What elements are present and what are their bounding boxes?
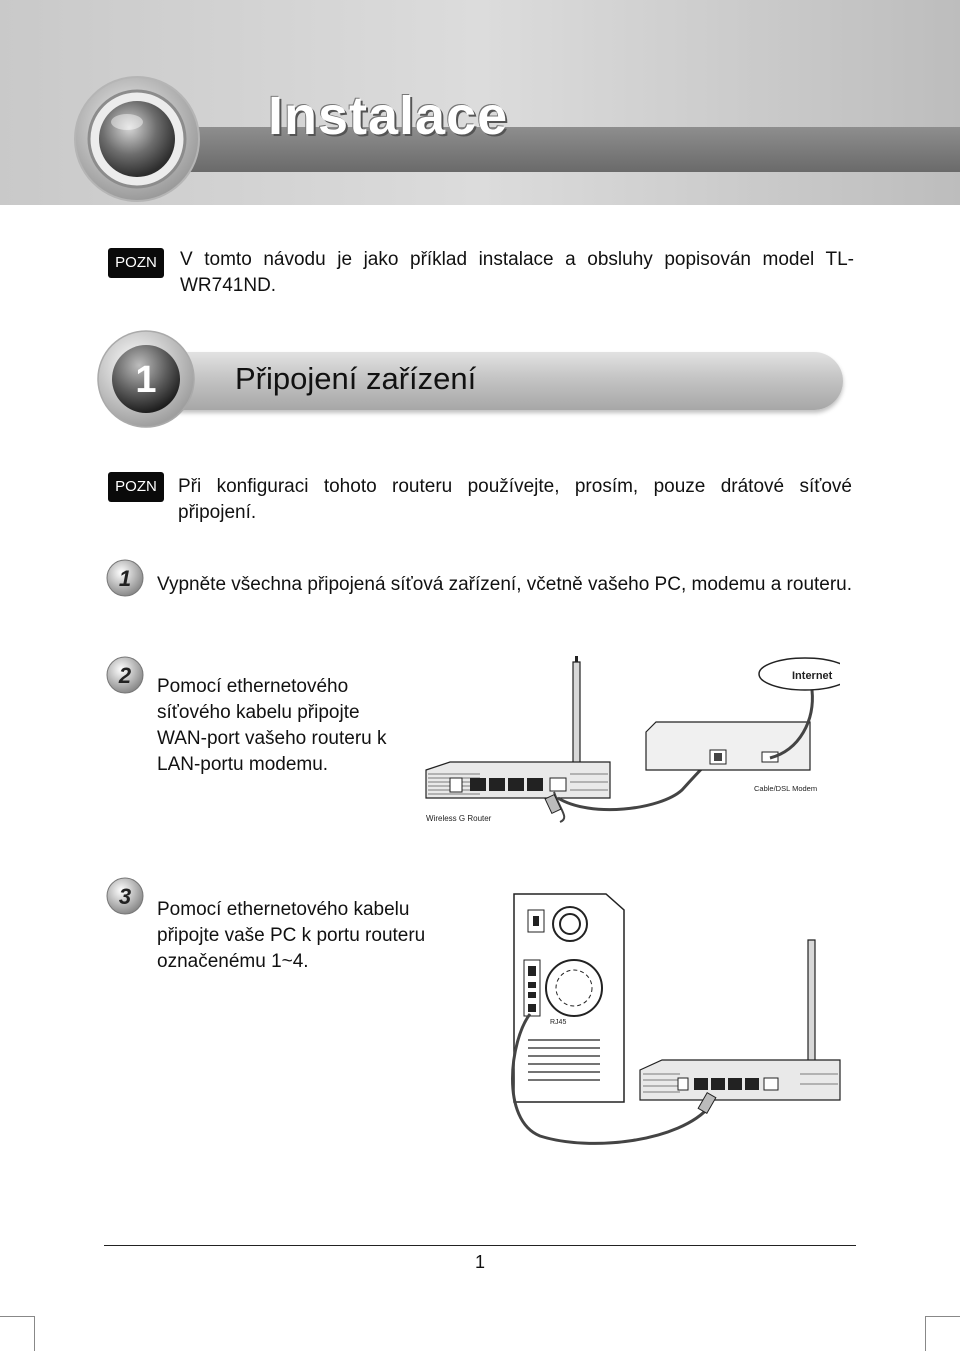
footer-rule bbox=[104, 1245, 856, 1246]
page-number: 1 bbox=[474, 1252, 485, 1272]
step-number: 2 bbox=[118, 663, 132, 688]
header-orb-icon bbox=[72, 74, 202, 204]
step-number-badge bbox=[106, 877, 144, 915]
rj45-label: RJ45 bbox=[550, 1019, 567, 1026]
internet-label: Internet bbox=[792, 670, 833, 682]
section-number-orb bbox=[96, 329, 196, 429]
crop-mark-bottom-left bbox=[0, 1316, 35, 1351]
step-number: 3 bbox=[118, 884, 132, 909]
page-header bbox=[0, 0, 960, 205]
page-title: Instalace bbox=[268, 86, 509, 146]
pc-router-diagram bbox=[500, 880, 860, 1150]
step-number-badge bbox=[106, 656, 144, 694]
section-number: 1 bbox=[135, 359, 157, 401]
router-label: Wireless G Router bbox=[426, 814, 492, 823]
modem-label: Cable/DSL Modem bbox=[754, 784, 818, 793]
step-text: Pomocí ethernetového kabelu připojte vaše PC k portu routeru označenému 1~4. bbox=[157, 899, 426, 972]
router-modem-diagram bbox=[420, 650, 840, 830]
crop-mark-bottom-right bbox=[925, 1316, 960, 1351]
note-badge: POZN bbox=[108, 248, 164, 278]
section-title: Připojení zařízení bbox=[235, 361, 477, 396]
note-text: V tomto návodu je jako příklad instalace a obsluhy popisován model TL-WR741ND. bbox=[180, 249, 854, 296]
step-number: 1 bbox=[118, 566, 132, 591]
step-number-badge bbox=[106, 559, 144, 597]
step-text: Vypněte všechna připojená síťová zařízení, včetně vašeho PC, modemu a routeru. bbox=[157, 574, 853, 595]
step-text: Pomocí ethernetového síťového kabelu připojte WAN-port vašeho routeru k LAN-portu modemu. bbox=[157, 676, 387, 775]
note-badge: POZN bbox=[108, 472, 164, 502]
note-text: Při konfiguraci tohoto routeru používejte, prosím, pouze drátové síťové připojení. bbox=[178, 476, 852, 523]
